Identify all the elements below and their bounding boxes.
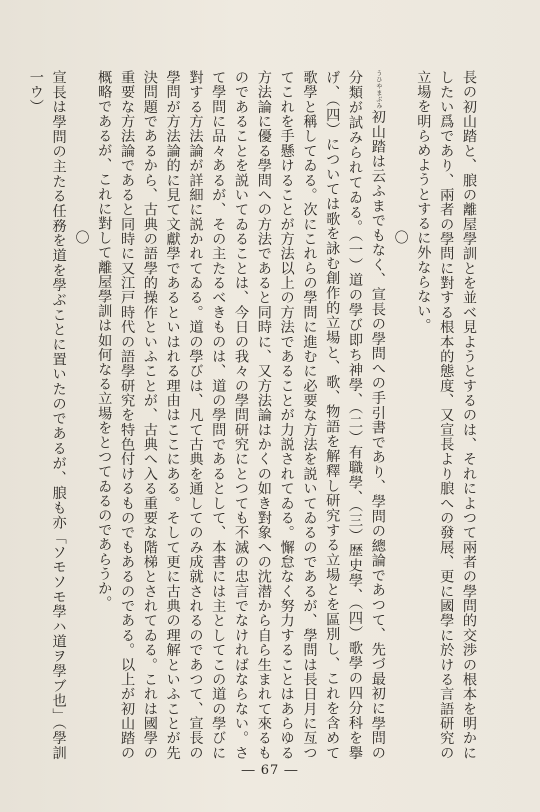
page-number: ― 67 ― (241, 763, 299, 778)
paragraph-intro: 長の初山踏と、朖の離屋學訓とを並べ見ようとするのは、それによつて兩者の學問的交渉の根本を明かにしたい爲であり、兩者の學問に對する根本的態度、又宣長より朖への發展、更に國學に於ける言語研究の立場を明らめようとするに外ならない。 (415, 70, 477, 760)
section-separator-2: 〇 (73, 230, 90, 245)
paragraph-norinaga-akira: 宣長は學問の主たる任務を道を學ぶことに置いたのであるが、朖も亦「ソモソモ學ハ道ヲ學ブ也」（學訓一ウ） (27, 70, 67, 760)
vertical-body-text (27, 70, 480, 760)
paragraph-uiyamabumi-text: 初山踏は云ふまでもなく、宣長の學問への手引書であり、學問の總論であつて、先づ最初に學問の分類が試みられてゐる。（一）道の學び即ち神學、（二）有職學、（三）歴史學、（四）歌學の四分科を擧げ、（四）については歌を詠む創作的立場と、歌、物語を解釋し研究する立場とを區別し、これを含めて歌學と稱してゐる。次にこれらの學問に進むに必要な方法を説いてゐるのであるが、學問は長日月に亙つてこれを手懸けることが方法以上の方法であることが力説されてゐる。懈怠なく努力することはあらゆる方法論に優る學問への方法であると同時に、又方法論はかくの如き對象への沈潜から自ら生まれて來るものであることを説いてゐることは、今日の我々の學問研究にとつても不滅の忠言でなければならない。さて學問に品々あるが、その主たるべきものは、道の學問であるとして、本書には主としてこの道の學びに對する方法論が詳細に説かれてゐる。道の學びは、凡て古典を通してのみ成就されるのであつて、宣長の學問が方法論的に見て文獻學であるといはれる理由はここにある。そして更に古典の理解といふことが先決問題であるから、古典の語學的操作といふことが、古典へ入る重要な階梯とされてゐる。これは國學の重要な方法論であると同時に又江戸時代の語學研究を特色付けるものでもあるのである。以上が初山踏の概略であるが、これに對して離屋學訓は如何なる立場をとつてゐるのであらうか。 (96, 70, 386, 760)
section-separator: 〇 (392, 230, 409, 245)
paragraph-uiyamabumi (92, 70, 388, 760)
ruby-annotation: うひやまぶみ (374, 70, 382, 110)
